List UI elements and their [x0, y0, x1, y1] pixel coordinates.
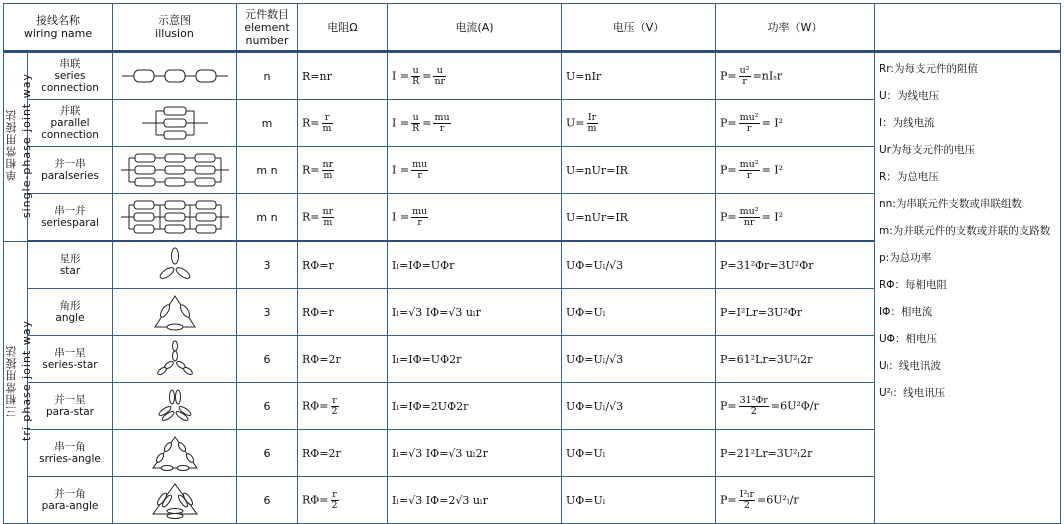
resistance-formula: R= $\frac{nr}{m}$: [298, 147, 388, 194]
legend-note: R：为总电压: [879, 171, 939, 183]
connection-name: 并一角 para-angle: [28, 477, 113, 524]
current-formula: Iₗ=IΦ=UΦ2r: [388, 336, 562, 383]
legend-note: U²ₗ：线电讯压: [879, 387, 946, 399]
connection-name: 串一角 srries-angle: [28, 430, 113, 477]
element-number: 3: [237, 241, 298, 289]
power-formula: P= $\frac{\text{u²}}{r}$ =nIₛr: [716, 52, 875, 100]
element-number: m n: [237, 194, 298, 242]
resistance-formula: RΦ=2r: [298, 430, 388, 477]
legend-note: m:为并联元件的支数或并联的支路数: [879, 225, 1051, 237]
series-angle-illustration: [113, 430, 237, 477]
header-voltage: 电压（V）: [562, 4, 716, 52]
voltage-formula: UΦ=Uₗ/√3: [562, 383, 716, 430]
current-formula: Iₗ=√3 IΦ=2√3 uₗr: [388, 477, 562, 524]
legend-note: UΦ：相电压: [879, 333, 937, 345]
resistance-formula: RΦ= $\frac{r}{2}$: [298, 383, 388, 430]
legend-note: Ur为每支元件的电压: [879, 144, 976, 156]
element-number: 6: [237, 336, 298, 383]
connection-name: 串一并 seriesparal: [28, 194, 113, 242]
header-element-number: 元件数目 element number: [237, 4, 298, 52]
voltage-formula: U=nIr: [562, 52, 716, 100]
connection-name: 角形 angle: [28, 289, 113, 336]
legend-note: RΦ：每相电阻: [879, 279, 948, 291]
series-illustration: [113, 52, 237, 100]
resistance-formula: R= $\frac{nr}{m}$: [298, 194, 388, 242]
resistance-formula: R=nr: [298, 52, 388, 100]
header-current: 电流(A): [388, 4, 562, 52]
power-formula: P=I²Lr=3U²Φr: [716, 289, 875, 336]
current-formula: Iₗ=√3 IΦ=√3 uₗ2r: [388, 430, 562, 477]
current-formula: I = $\frac{mu}{r}$: [388, 194, 562, 242]
legend-notes: [875, 52, 1061, 524]
power-formula: P= $\frac{\text{mu²}}{r}$ = I²: [716, 100, 875, 147]
legend-note: Uₗ：线电讯波: [879, 360, 941, 372]
connection-name: 串一星 series-star: [28, 336, 113, 383]
power-formula: P= $\frac{\text{31²Φr}}{2}$ =6U²Φ/r: [716, 383, 875, 430]
resistance-formula: RΦ=2r: [298, 336, 388, 383]
resistance-formula: RΦ=r: [298, 289, 388, 336]
current-formula: I = $\frac{mu}{r}$: [388, 147, 562, 194]
current-formula: Iₗ=IΦ=2UΦ2r: [388, 383, 562, 430]
star-illustration: [113, 241, 237, 289]
element-number: m n: [237, 147, 298, 194]
paralseries-illustration: [113, 147, 237, 194]
connection-name: 并一星 para-star: [28, 383, 113, 430]
power-formula: P=31²Φr=3U²Φr: [716, 241, 875, 289]
legend-note: p:为总功率: [879, 252, 932, 264]
table-row: [4, 52, 1061, 100]
connection-name: 星形 star: [28, 241, 113, 289]
current-formula: Iₗ=IΦ=UΦr: [388, 241, 562, 289]
power-formula: P=21²Lr=3U²ₗ2r: [716, 430, 875, 477]
group-tri-phase: 三相常用接法 tri phase joint way: [4, 241, 28, 524]
voltage-formula: UΦ=Uₗ: [562, 477, 716, 524]
element-number: 6: [237, 383, 298, 430]
resistance-formula: R= $\frac{r}{m}$: [298, 100, 388, 147]
header-illusion: 示意图 illusion: [113, 4, 237, 52]
power-formula: P= $\frac{\text{mu²}}{nr}$ = I²: [716, 194, 875, 242]
voltage-formula: UΦ=Uₗ: [562, 289, 716, 336]
header-wiring-name: 接线名称 wiring name: [4, 4, 113, 52]
element-number: 3: [237, 289, 298, 336]
element-number: m: [237, 100, 298, 147]
voltage-formula: U=nUr=IR: [562, 194, 716, 242]
element-number: 6: [237, 477, 298, 524]
connection-name: 并一串 paralseries: [28, 147, 113, 194]
wiring-table-frame: [3, 3, 1060, 517]
series-star-illustration: [113, 336, 237, 383]
legend-note: IΦ：相电流: [879, 306, 933, 318]
header-notes: [875, 4, 1061, 52]
element-number: 6: [237, 430, 298, 477]
header-resistance: 电阻Ω: [298, 4, 388, 52]
resistance-formula: RΦ=r: [298, 241, 388, 289]
legend-note: nn:为串联元件支数或串联组数: [879, 198, 1022, 210]
para-angle-illustration: [113, 477, 237, 524]
seriesparal-illustration: [113, 194, 237, 242]
group-single-phase: 单相常用接法 single-phase joint way: [4, 52, 28, 242]
connection-name: 并联 parallel connection: [28, 100, 113, 147]
power-formula: P=61²Lr=3U²ₗ2r: [716, 336, 875, 383]
voltage-formula: UΦ=Uₗ/√3: [562, 241, 716, 289]
current-formula: I = $\frac{u}{R}$ = $\frac{u}{nr}$: [388, 52, 562, 100]
voltage-formula: UΦ=Uₗ: [562, 430, 716, 477]
header-row: [4, 4, 1061, 52]
resistance-formula: RΦ= $\frac{r}{2}$: [298, 477, 388, 524]
legend-note: I：为线电流: [879, 117, 935, 129]
voltage-formula: U=nUr=IR: [562, 147, 716, 194]
para-star-illustration: [113, 383, 237, 430]
wiring-table: [3, 3, 1061, 524]
element-number: n: [237, 52, 298, 100]
current-formula: I = $\frac{u}{R}$ = $\frac{mu}{r}$: [388, 100, 562, 147]
power-formula: P= $\frac{\text{I²ₗr}}{2}$ =6U²ₗ/r: [716, 477, 875, 524]
parallel-illustration: [113, 100, 237, 147]
voltage-formula: UΦ=Uₗ/√3: [562, 336, 716, 383]
legend-note: Rr:为每支元件的阻值: [879, 63, 978, 75]
legend-note: U：为线电压: [879, 90, 940, 102]
voltage-formula: U= $\frac{Ir}{m}$: [562, 100, 716, 147]
angle-illustration: [113, 289, 237, 336]
header-power: 功率（W）: [716, 4, 875, 52]
power-formula: P= $\frac{\text{mu²}}{r}$ = I²: [716, 147, 875, 194]
current-formula: Iₗ=√3 IΦ=√3 uₗr: [388, 289, 562, 336]
connection-name: 串联 series connection: [28, 52, 113, 100]
